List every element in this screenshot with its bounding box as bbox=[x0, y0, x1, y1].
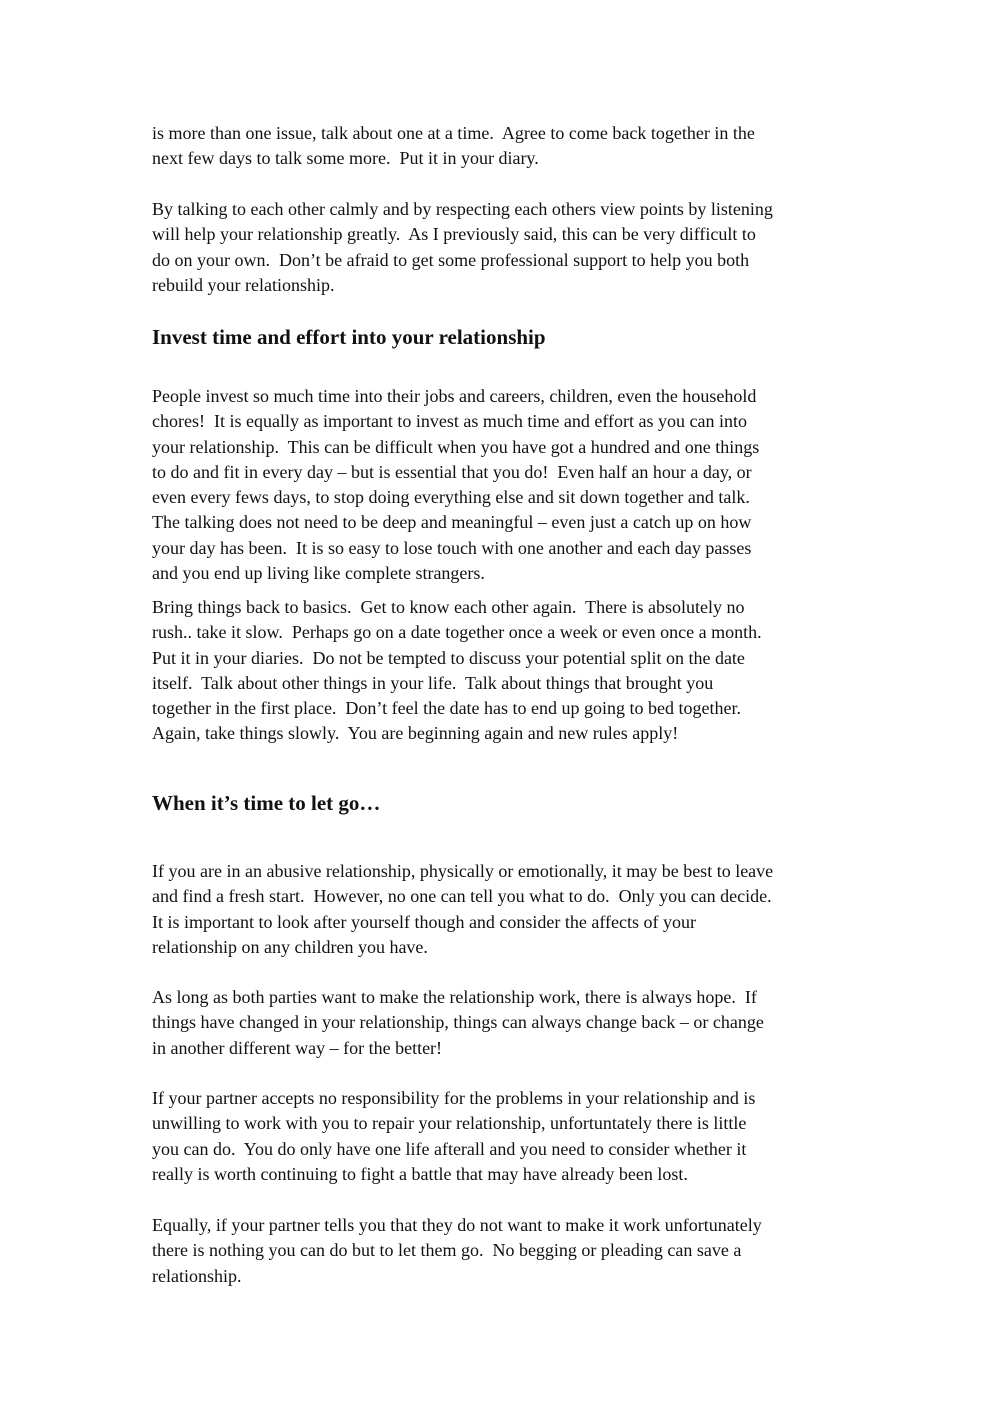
text-line: relationship. bbox=[152, 1265, 242, 1286]
text-line: If your partner accepts no responsibility for the problems in your relationship and is bbox=[152, 1088, 756, 1108]
text-line: If you are in an abusive relationship, physically or emotionally, it may be best to leave bbox=[152, 861, 774, 881]
text-line: Put it in your diaries. Do not be tempted to discuss your potential split on the date bbox=[152, 647, 745, 668]
text-line: rebuild your relationship. bbox=[152, 274, 335, 295]
text-line: next few days to talk some more. Put it in your diary. bbox=[152, 148, 539, 169]
text-line: your relationship. This can be difficult when you have got a hundred and one things bbox=[152, 436, 760, 457]
text-line: relationship on any children you have. bbox=[152, 936, 428, 957]
text-line: chores! It is equally as important to invest as much time and effort as you can into bbox=[152, 411, 748, 432]
text-line: your day has been. It is so easy to lose touch with one another and each day passes bbox=[152, 537, 752, 558]
text-line: and find a fresh start. However, no one can tell you what to do. Only you can decide. bbox=[152, 886, 772, 907]
text-line: even every fews days, to stop doing everything else and sit down together and talk. bbox=[152, 487, 750, 508]
text-line: unwilling to work with you to repair your relationship, unfortuntately there is little bbox=[152, 1113, 747, 1134]
text-line: As long as both parties want to make the relationship work, there is always hope. If bbox=[152, 987, 757, 1007]
text-line: really is worth continuing to fight a battle that may have already been lost. bbox=[152, 1163, 688, 1184]
text-line: rush.. take it slow. Perhaps go on a date together once a week or even once a month. bbox=[152, 622, 762, 643]
paragraph-3 bbox=[152, 384, 872, 586]
text-line: there is nothing you can do but to let them go. No begging or pleading can save a bbox=[152, 1240, 742, 1261]
text-line: itself. Talk about other things in your life. Talk about things that brought you bbox=[152, 672, 714, 693]
text-line: together in the first place. Don’t feel the date has to end up going to bed together. bbox=[152, 698, 741, 719]
text-line: Again, take things slowly. You are beginning again and new rules apply! bbox=[152, 723, 679, 744]
paragraph-7 bbox=[152, 1086, 872, 1187]
text-line: The talking does not need to be deep and meaningful – even just a catch up on how bbox=[152, 512, 752, 533]
text-line: to do and fit in every day – but is essential that you do! Even half an hour a day, or bbox=[152, 461, 752, 482]
text-line: and you end up living like complete strangers. bbox=[152, 563, 485, 584]
text-line: do on your own. Don’t be afraid to get some professional support to help you both bbox=[152, 249, 750, 270]
paragraph-1 bbox=[152, 121, 872, 172]
paragraph-5 bbox=[152, 859, 872, 960]
paragraph-2 bbox=[152, 197, 872, 298]
heading-invest-time: Invest time and effort into your relationship bbox=[152, 325, 546, 349]
text-line: things have changed in your relationship, things can always change back – or change bbox=[152, 1012, 764, 1033]
paragraph-8 bbox=[152, 1213, 872, 1289]
text-line: By talking to each other calmly and by respecting each others view points by listening bbox=[152, 199, 773, 219]
text-line: in another different way – for the better! bbox=[152, 1037, 443, 1058]
paragraph-4 bbox=[152, 595, 872, 747]
text-line: Equally, if your partner tells you that they do not want to make it work unfortunately bbox=[152, 1215, 762, 1235]
paragraph-6 bbox=[152, 985, 872, 1061]
text-line: will help your relationship greatly. As I previously said, this can be very difficult to bbox=[152, 224, 756, 245]
text-line: Bring things back to basics. Get to know each other again. There is absolutely no bbox=[152, 597, 745, 617]
text-line: People invest so much time into their jobs and careers, children, even the household bbox=[152, 386, 757, 406]
heading-let-go: When it’s time to let go… bbox=[152, 791, 381, 815]
text-line: is more than one issue, talk about one at a time. Agree to come back together in the bbox=[152, 123, 755, 143]
text-line: you can do. You do only have one life afterall and you need to consider whether it bbox=[152, 1138, 747, 1159]
text-line: It is important to look after yourself though and consider the affects of your bbox=[152, 911, 697, 932]
